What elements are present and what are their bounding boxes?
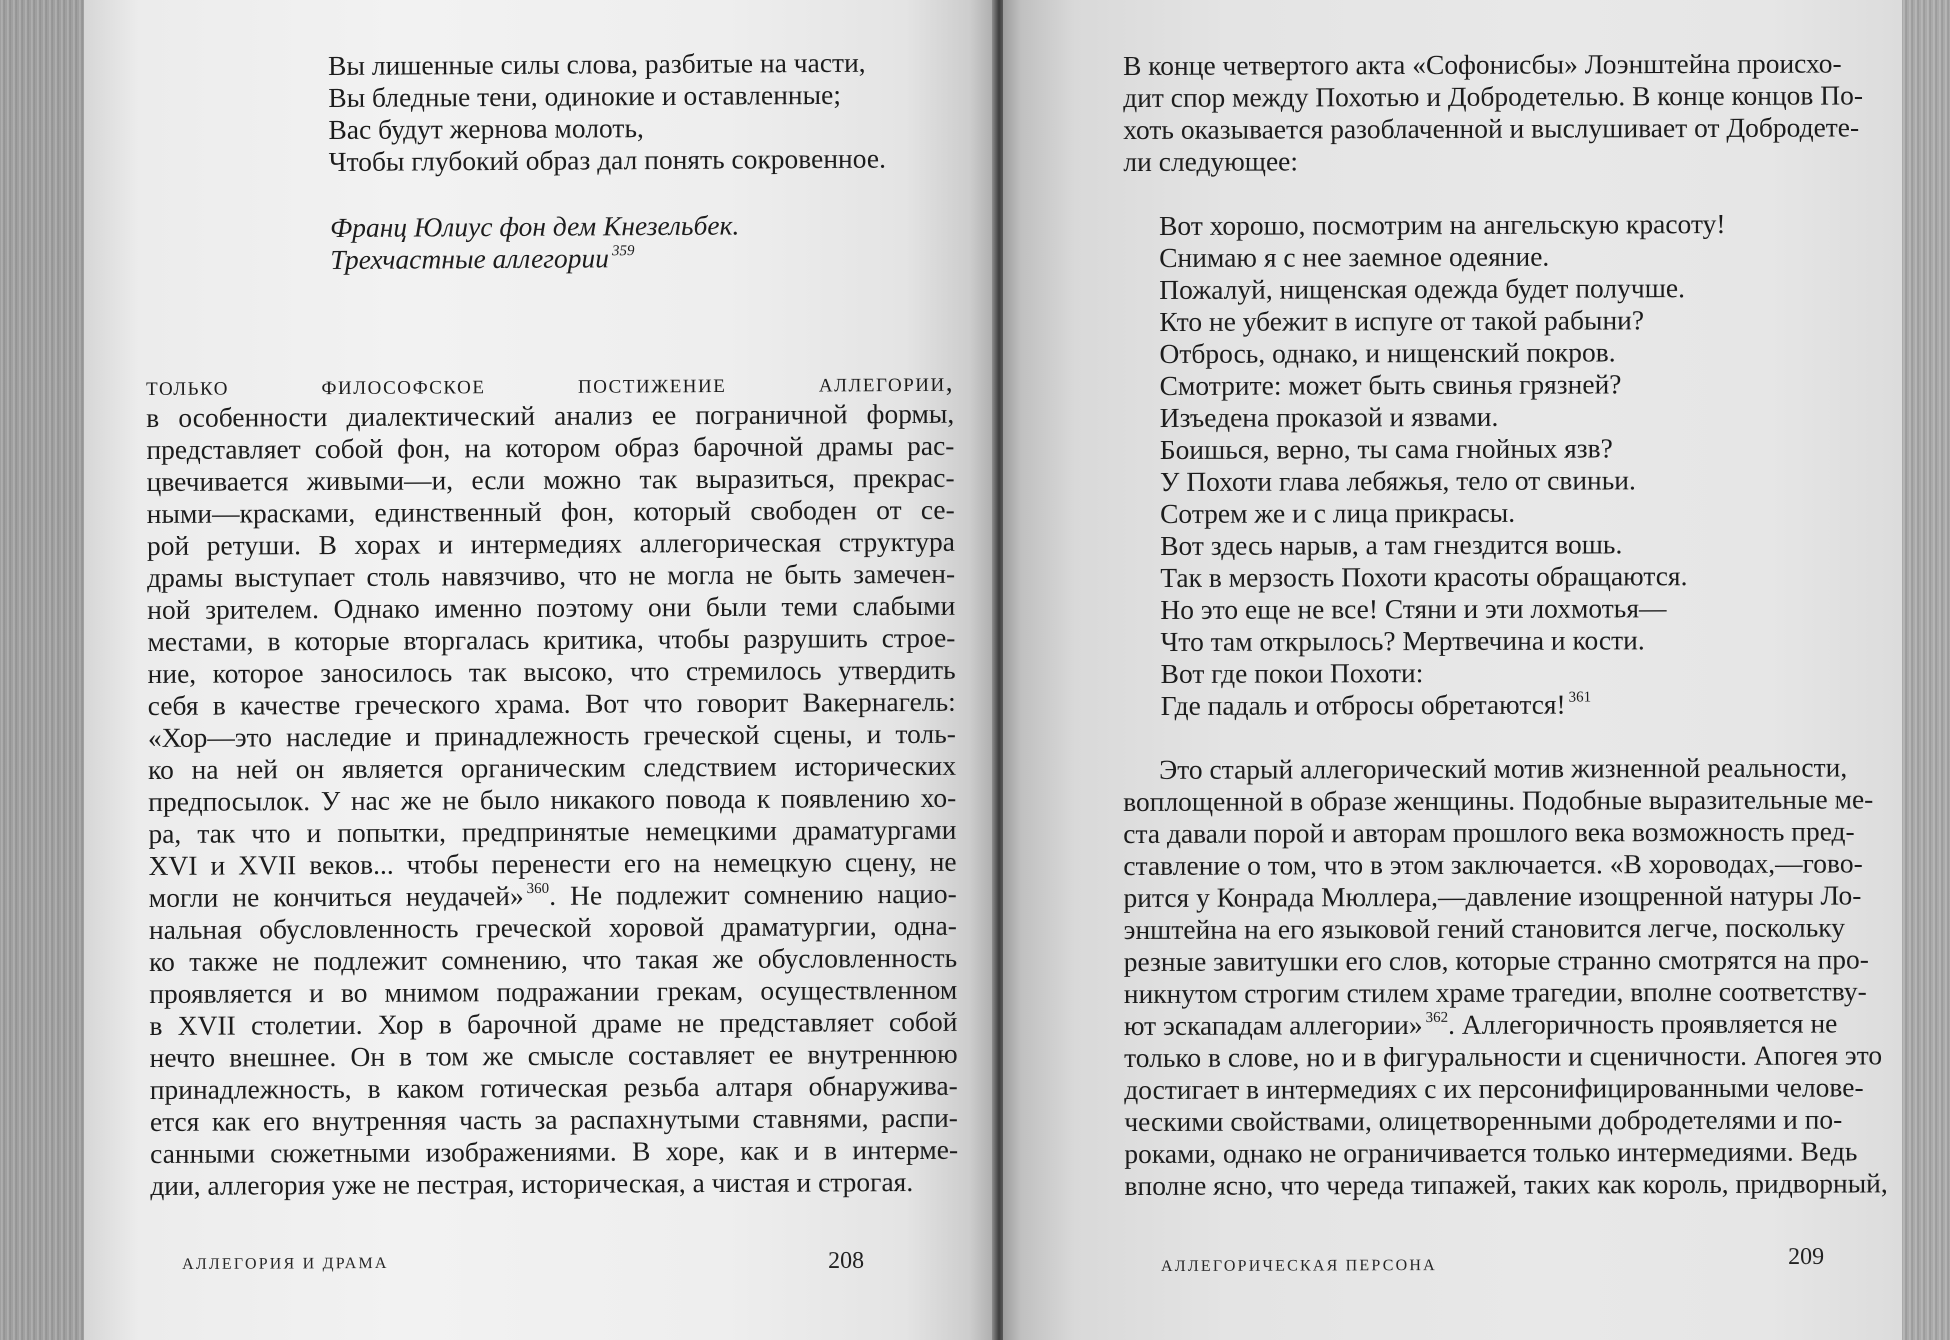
body-line: только в слове, но и в фигуральности и сценичности. Апогея это (1124, 1039, 1883, 1073)
body-line: XVI и XVII веков... чтобы перенести его на немецкую сцену, не (148, 845, 957, 881)
right-page (1003, 0, 1902, 1340)
body-line: ли следующее: (1123, 145, 1299, 177)
body-line: проявляется и во мнимом подражании грекам, осуществленном (149, 973, 958, 1009)
body-line: энштейна на его языковой гений становится легче, поскольку (1123, 911, 1846, 945)
body-line: в XVII столетии. Хор в барочной драме не представляет собой (149, 1005, 958, 1041)
body-line-text: ют эскападам аллегории» (1123, 1008, 1423, 1041)
body-line: санными сюжетными изображениями. В хоре, как и в интерме- (150, 1133, 959, 1169)
epigraph-credit (330, 210, 740, 276)
body-line (149, 878, 957, 914)
body-line: предпосылок. У нас же не было никакого повода к появлению хо- (148, 781, 957, 817)
verse-line: У Похоти глава лебяжья, тело от свиньи. (1159, 464, 1636, 497)
verse-line: Изъедена проказой и язвами. (1159, 400, 1499, 433)
footnote-ref: 361 (1568, 689, 1592, 706)
page-number: 209 (1788, 1243, 1825, 1270)
body-line: рой ретуши. В хорах и интермедиях аллегорическая структура (146, 525, 955, 561)
verse-line: Снимаю я с нее заемное одеяние. (1159, 240, 1550, 273)
epigraph-line: Вы лишенные силы слова, разбитые на части, (328, 46, 866, 81)
book-page-edges-right (1902, 0, 1950, 1340)
body-line: никнутом строгим стилем храме трагедии, вполне соответству- (1123, 975, 1867, 1009)
body-line: воплощенной в образе женщины. Подобные выразительные ме- (1123, 783, 1874, 817)
verse-line: Вот где покои Похоти: (1160, 657, 1424, 689)
verse-line: Сотрем же и с лица прикрасы. (1160, 496, 1516, 529)
quoted-verse (1159, 208, 1727, 722)
body-line: ра, так что и попытки, предпринятые немецкими драматургами (148, 813, 957, 849)
body-line: представляет собой фон, на котором образ барочной драмы рас- (146, 429, 955, 465)
footnote-ref: 362 (1425, 1009, 1449, 1026)
verse-line: Вот здесь нарыв, а там гнездится вошь. (1160, 528, 1623, 561)
body-line: хоть оказывается разоблаченной и выслушивает от Добродете- (1123, 111, 1860, 145)
verse-line-text: Где падаль и отбросы обретаются! (1160, 688, 1566, 721)
left-body-text (146, 366, 958, 1202)
body-line: нечто внешнее. Он в том же смысле составляет ее внутреннюю (149, 1037, 958, 1073)
body-line: дит спор между Похотью и Добродетелью. В конце концов По- (1123, 79, 1864, 113)
verse-line: Вот хорошо, посмотрим на ангельскую красоту! (1159, 208, 1726, 241)
section-heading: только философское постижение аллегории, (146, 365, 955, 401)
body-line: драмы выступает столь навязчиво, что не могла не быть замечен- (147, 557, 956, 593)
epigraph-line: Вы бледные тени, одинокие и оставленные; (328, 78, 842, 113)
left-page (84, 0, 997, 1340)
body-line: вполне ясно, что череда типажей, таких как король, придворный, (1124, 1167, 1888, 1201)
body-line: ческими свойствами, олицетворенными добродетелями и по- (1124, 1103, 1843, 1137)
verse-line: Что там открылось? Мертвечина и кости. (1160, 624, 1645, 657)
epigraph-author: Франц Юлиус фон дем Кнезельбек. (330, 209, 740, 243)
body-line: дии, аллегория уже не пестрая, историческая, а чистая и строгая. (150, 1165, 914, 1201)
epigraph-source: Трехчастные аллегории (330, 242, 610, 275)
verse-line: Пожалуй, нищенская одежда будет получше. (1159, 272, 1686, 305)
footnote-ref: 360 (526, 880, 550, 897)
verse-line: Боишься, верно, ты сама гнойных язв? (1159, 432, 1613, 465)
body-line: ной зрителем. Однако именно поэтому они были теми слабыми (147, 589, 956, 625)
verse-line: Так в мерзость Похоти красоты обращаются. (1160, 560, 1688, 593)
verse-line: Смотрите: может быть свинья грязней? (1159, 368, 1622, 401)
body-line: ными—красками, единственный фон, который свободен от се- (146, 493, 955, 529)
body-line: ние, которое заносилось так высоко, что стремилось утвердить (147, 653, 956, 689)
page-number: 208 (828, 1247, 865, 1274)
body-line-text: могли не кончиться неудачей» (148, 880, 524, 913)
body-line: ко также не подлежит сомнению, что такая же обусловленность (149, 941, 958, 977)
body-line: в особенности диалектический анализ ее пограничной формы, (146, 397, 955, 433)
body-line: достигает в интермедиях с их персонифицированными челове- (1124, 1071, 1864, 1105)
epigraph-line: Чтобы глубокий образ дал понять сокровенное. (328, 142, 886, 177)
verse-line: Но это еще не все! Стяни и эти лохмотья— (1160, 592, 1667, 625)
body-line: Это старый аллегорический мотив жизненной реальности, (1158, 751, 1848, 785)
book-page-edges-left (0, 0, 84, 1340)
body-line-tail: . Аллегоричность проявляется не (1448, 1007, 1838, 1040)
body-line: ста давали порой и авторам прошлого века возможность пред- (1123, 815, 1855, 849)
right-intro-text (1123, 47, 1864, 178)
footnote-ref: 359 (611, 242, 635, 260)
body-line: ется как его внутренняя часть за распахнутыми ставнями, распи- (149, 1101, 959, 1137)
body-line: местами, в которые вторгалась критика, чтобы разрушить строе- (147, 621, 956, 657)
body-line: «Хор—это наследие и принадлежность греческой сцены, и толь- (147, 717, 956, 753)
running-head: АЛЛЕГОРИЯ И ДРАМА (182, 1254, 389, 1273)
body-line-tail: . Не подлежит сомнению нацио- (549, 877, 957, 911)
verse-line: Отбрось, однако, и нищенский покров. (1159, 336, 1616, 369)
body-line (1124, 1008, 1837, 1042)
right-body-text (1123, 751, 1888, 1202)
body-line: ставление о том, что в этом заключается. «В хороводах,—гово- (1123, 847, 1863, 881)
body-line: принадлежность, в каком готическая резьба алтаря обнаружива- (149, 1069, 958, 1105)
body-line: резные завитушки его слов, которые странно смотрятся на про- (1123, 943, 1869, 977)
epigraph-line: Вас будут жернова молоть, (328, 112, 644, 145)
body-line: рится у Конрада Мюллера,—давление изощренной натуры Ло- (1123, 879, 1862, 913)
body-line: цвечивается живыми—и, если можно так выразиться, прекрас- (146, 461, 955, 497)
body-line: нальная обусловленность греческой хоровой драматургии, одна- (148, 909, 957, 945)
body-line: себя в качестве греческого храма. Вот что говорит Вакернагель: (147, 685, 956, 721)
verse-line (1161, 688, 1728, 722)
body-line: ко на ней он является органическим следствием исторических (148, 749, 957, 785)
body-line: В конце четвертого акта «Софонисбы» Лоэнштейна происхо- (1123, 47, 1842, 81)
body-line: роками, однако не ограничивается только интермедиями. Ведь (1124, 1135, 1858, 1169)
running-head: АЛЛЕГОРИЧЕСКАЯ ПЕРСОНА (1161, 1257, 1437, 1275)
epigraph (328, 47, 886, 178)
verse-line: Кто не убежит в испуге от такой рабыни? (1159, 304, 1645, 337)
